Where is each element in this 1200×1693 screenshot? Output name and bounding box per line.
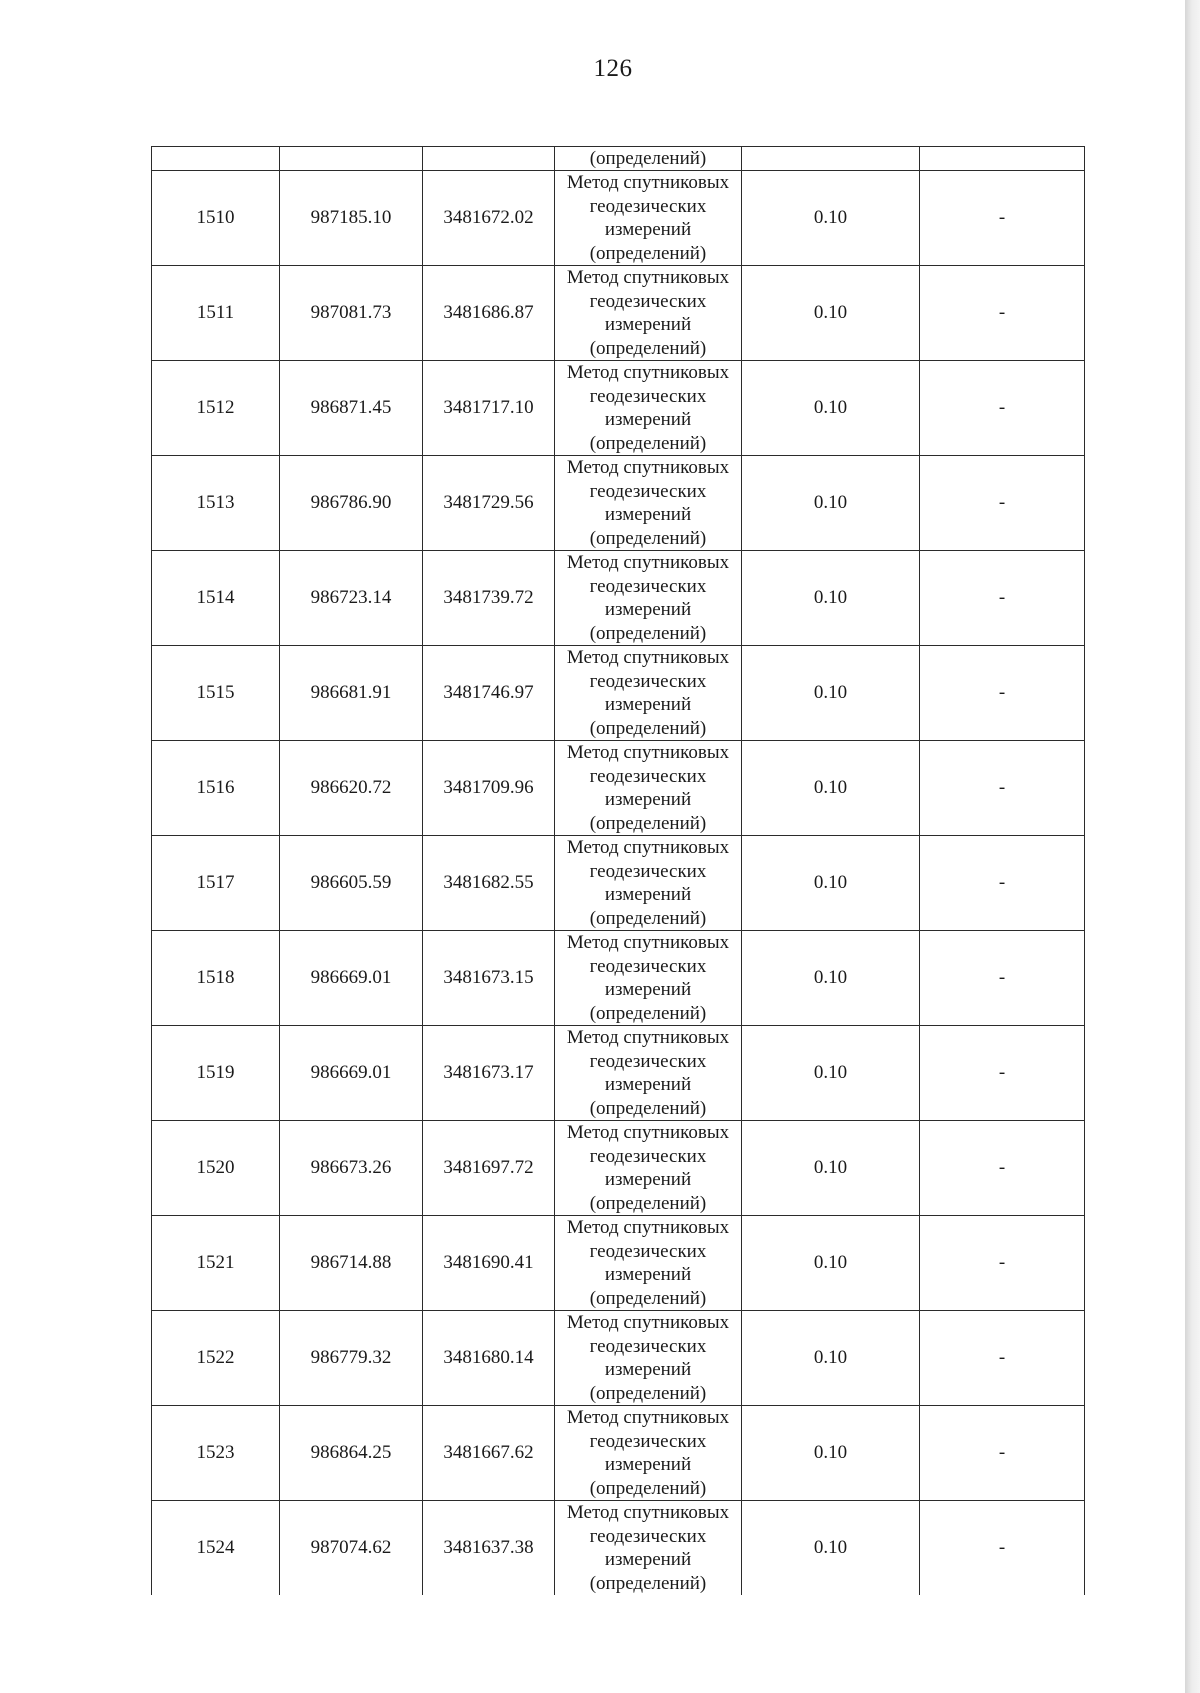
cell-accuracy: 0.10 [742, 361, 920, 456]
cell-y: 3481673.17 [423, 1026, 555, 1121]
table-row [152, 1026, 1085, 1121]
table-row [152, 836, 1085, 931]
cell-x: 986605.59 [280, 836, 423, 931]
cell-x: 986779.32 [280, 1311, 423, 1406]
cell-method [555, 1216, 742, 1311]
cell-method [555, 741, 742, 836]
cell-x: 986681.91 [280, 646, 423, 741]
table-row [152, 931, 1085, 1026]
cell-point: 1514 [152, 551, 280, 646]
cell-method [555, 1311, 742, 1406]
cell-x: 986786.90 [280, 456, 423, 551]
cell-x: 986864.25 [280, 1406, 423, 1501]
cell-accuracy: 0.10 [742, 1216, 920, 1311]
cell-note: - [920, 836, 1085, 931]
coordinates-table-body [152, 147, 1085, 1596]
cell-note: - [920, 1406, 1085, 1501]
table-row [152, 1121, 1085, 1216]
cell-accuracy: 0.10 [742, 551, 920, 646]
method-text: Метод спутниковых геодезических измерений (определений) [566, 552, 730, 644]
cell-x: 986669.01 [280, 931, 423, 1026]
method-text: Метод спутниковых геодезических измерений (определений) [566, 362, 730, 454]
cell-accuracy: 0.10 [742, 1121, 920, 1216]
cell-method [555, 1026, 742, 1121]
cell-method [555, 931, 742, 1026]
method-text: Метод спутниковых геодезических измерений (определений) [566, 647, 730, 739]
cell-point: 1510 [152, 171, 280, 266]
cell-note: - [920, 171, 1085, 266]
cell-note: - [920, 646, 1085, 741]
cell-accuracy: 0.10 [742, 266, 920, 361]
cell-point: 1521 [152, 1216, 280, 1311]
table-row [152, 1406, 1085, 1501]
cell-y: 3481667.62 [423, 1406, 555, 1501]
cell-note: - [920, 266, 1085, 361]
cell-point: 1512 [152, 361, 280, 456]
method-text: Метод спутниковых геодезических измерений (определений) [566, 742, 730, 834]
cell-x: 986673.26 [280, 1121, 423, 1216]
cell-method: (определений) [555, 147, 742, 171]
cell-note: - [920, 931, 1085, 1026]
table-row [152, 1501, 1085, 1596]
cell-y: 3481709.96 [423, 741, 555, 836]
table-row [152, 741, 1085, 836]
cell-x: 986714.88 [280, 1216, 423, 1311]
page-number: 126 [593, 55, 633, 82]
cell-point: 1524 [152, 1501, 280, 1596]
cell-note: - [920, 741, 1085, 836]
cell-note: - [920, 551, 1085, 646]
cell-accuracy: 0.10 [742, 1406, 920, 1501]
cell-method [555, 1406, 742, 1501]
table-continuation-row [152, 147, 1085, 171]
cell-method [555, 1501, 742, 1596]
cell-x: 987081.73 [280, 266, 423, 361]
cell-accuracy [742, 147, 920, 171]
cell-method [555, 171, 742, 266]
table-row [152, 266, 1085, 361]
cell-note: - [920, 361, 1085, 456]
cell-accuracy: 0.10 [742, 171, 920, 266]
cell-y: 3481682.55 [423, 836, 555, 931]
method-text: Метод спутниковых геодезических измерений (определений) [566, 1217, 730, 1309]
cell-accuracy: 0.10 [742, 1026, 920, 1121]
cell-note: - [920, 1501, 1085, 1596]
cell-accuracy: 0.10 [742, 456, 920, 551]
cell-x: 987185.10 [280, 171, 423, 266]
cell-y: 3481746.97 [423, 646, 555, 741]
table-row [152, 646, 1085, 741]
cell-note: - [920, 1216, 1085, 1311]
cell-x [280, 147, 423, 171]
cell-x: 986723.14 [280, 551, 423, 646]
cell-point: 1522 [152, 1311, 280, 1406]
cell-method [555, 646, 742, 741]
method-text: Метод спутниковых геодезических измерений (определений) [566, 1407, 730, 1499]
method-text: Метод спутниковых геодезических измерений (определений) [566, 837, 730, 929]
cell-y: 3481739.72 [423, 551, 555, 646]
cell-method [555, 1121, 742, 1216]
cell-note: - [920, 1026, 1085, 1121]
cell-y [423, 147, 555, 171]
cell-method [555, 836, 742, 931]
method-text: Метод спутниковых геодезических измерений (определений) [566, 1027, 730, 1119]
cell-y: 3481690.41 [423, 1216, 555, 1311]
cell-note: - [920, 456, 1085, 551]
cell-method [555, 456, 742, 551]
cell-point: 1519 [152, 1026, 280, 1121]
cell-x: 986669.01 [280, 1026, 423, 1121]
cell-note: - [920, 1121, 1085, 1216]
cell-accuracy: 0.10 [742, 931, 920, 1026]
cell-point [152, 147, 280, 171]
cell-method [555, 266, 742, 361]
cell-point: 1513 [152, 456, 280, 551]
cell-x: 986871.45 [280, 361, 423, 456]
cell-point: 1516 [152, 741, 280, 836]
cell-note [920, 147, 1085, 171]
method-text: Метод спутниковых геодезических измерений (определений) [566, 1502, 730, 1594]
cell-y: 3481717.10 [423, 361, 555, 456]
table-row [152, 171, 1085, 266]
table-row [152, 361, 1085, 456]
cell-point: 1520 [152, 1121, 280, 1216]
method-text: Метод спутниковых геодезических измерений (определений) [566, 457, 730, 549]
cell-point: 1518 [152, 931, 280, 1026]
cell-x: 986620.72 [280, 741, 423, 836]
cell-accuracy: 0.10 [742, 836, 920, 931]
cell-y: 3481680.14 [423, 1311, 555, 1406]
cell-point: 1515 [152, 646, 280, 741]
method-text: Метод спутниковых геодезических измерений (определений) [566, 267, 730, 359]
cell-accuracy: 0.10 [742, 646, 920, 741]
coordinates-table [151, 146, 1085, 1595]
cell-point: 1511 [152, 266, 280, 361]
cell-accuracy: 0.10 [742, 1501, 920, 1596]
cell-y: 3481697.72 [423, 1121, 555, 1216]
cell-y: 3481686.87 [423, 266, 555, 361]
table-row [152, 551, 1085, 646]
cell-point: 1517 [152, 836, 280, 931]
cell-method [555, 361, 742, 456]
table-row [152, 1311, 1085, 1406]
scan-page-edge [1185, 0, 1200, 1693]
table-row [152, 456, 1085, 551]
table-row [152, 1216, 1085, 1311]
cell-note: - [920, 1311, 1085, 1406]
cell-y: 3481672.02 [423, 171, 555, 266]
method-text: Метод спутниковых геодезических измерений (определений) [566, 1122, 730, 1214]
cell-y: 3481637.38 [423, 1501, 555, 1596]
cell-point: 1523 [152, 1406, 280, 1501]
cell-y: 3481729.56 [423, 456, 555, 551]
method-text: Метод спутниковых геодезических измерений (определений) [566, 172, 730, 264]
cell-method [555, 551, 742, 646]
cell-x: 987074.62 [280, 1501, 423, 1596]
cell-accuracy: 0.10 [742, 1311, 920, 1406]
cell-accuracy: 0.10 [742, 741, 920, 836]
method-text: Метод спутниковых геодезических измерений (определений) [566, 932, 730, 1024]
method-text: Метод спутниковых геодезических измерений (определений) [566, 1312, 730, 1404]
cell-y: 3481673.15 [423, 931, 555, 1026]
